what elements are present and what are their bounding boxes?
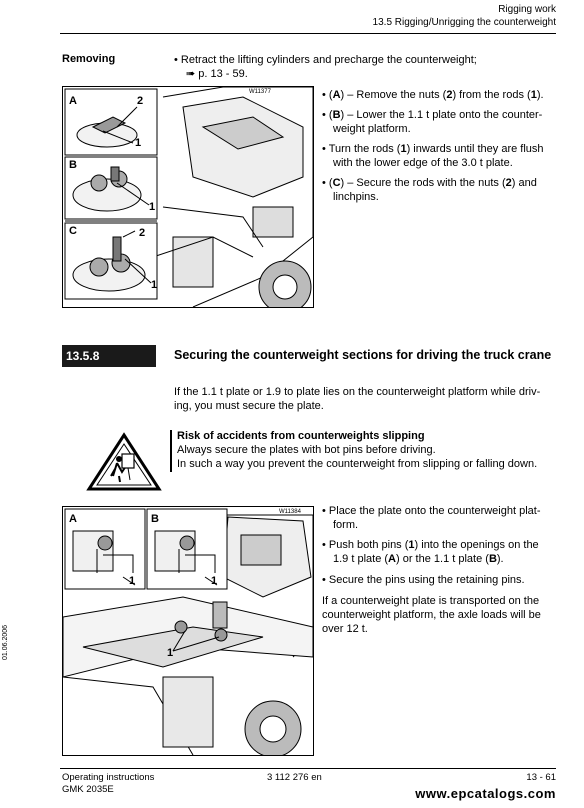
removing-figure xyxy=(62,86,314,308)
securing-step-retain: • Secure the pins using the retaining pins. xyxy=(322,574,525,586)
footer-page: 13 - 61 xyxy=(526,772,556,783)
section-title: Securing the counterweight sections for driving the truck crane xyxy=(174,348,552,362)
footer-doc: Operating instructions xyxy=(62,772,155,783)
axle-note-line3: over 12 t. xyxy=(322,623,368,635)
section-number: 13.5.8 xyxy=(62,345,156,367)
warning-triangle-icon xyxy=(86,432,162,492)
footer-model: GMK 2035E xyxy=(62,784,114,795)
footer-rule xyxy=(60,768,556,769)
securing-illustration xyxy=(63,507,313,755)
header-rule xyxy=(60,33,556,34)
axle-note-line2: counterweight platform, the axle loads will be xyxy=(322,609,541,621)
securing-step-place: • Place the plate onto the counterweight plat- form. xyxy=(322,505,541,531)
section-intro-line1: If the 1.1 t plate or 1.9 to plate lies on the counterweight platform while driv- xyxy=(174,386,541,398)
panel-label-a: A xyxy=(69,513,77,525)
side-date: 01.06.2006 xyxy=(2,624,9,660)
callout: 1 xyxy=(167,647,174,659)
page-reference-link[interactable]: ➠ p. 13 - 59. xyxy=(186,68,248,80)
axle-note-line1: If a counterweight plate is transported on the xyxy=(322,595,540,607)
footer-number: 3 112 276 en xyxy=(267,772,322,783)
watermark-link[interactable]: www.epcatalogs.com xyxy=(415,786,556,801)
figure-code: W11384 xyxy=(279,509,301,515)
removing-step-turn: • Turn the rods (1) inwards until they are flush with the lower edge of the 3.0 t plate. xyxy=(322,143,544,169)
removing-illustration xyxy=(63,87,313,307)
panel-label-b: B xyxy=(151,513,159,525)
warning-line1: Always secure the plates with bot pins before driving. xyxy=(177,444,436,456)
removing-step-a: • (A) – Remove the nuts (2) from the rods (1). xyxy=(322,89,544,101)
callout: 2 xyxy=(139,227,146,239)
panel-label-c: C xyxy=(69,225,77,237)
removing-step-c: • (C) – Secure the rods with the nuts (2) and linchpins. xyxy=(322,177,537,203)
callout: 2 xyxy=(137,95,144,107)
removing-step-b: • (B) – Lower the 1.1 t plate onto the counter- weight platform. xyxy=(322,109,543,135)
removing-intro: • Retract the lifting cylinders and precharge the counterweight; xyxy=(174,54,477,66)
callout: 1 xyxy=(135,137,142,149)
callout: 1 xyxy=(151,279,158,291)
securing-step-push: • Push both pins (1) into the openings on the 1.9 t plate (A) or the 1.1 t plate (B). xyxy=(322,539,539,565)
callout: 1 xyxy=(149,201,156,213)
warning-line2: In such a way you prevent the counterweight from slipping or falling down. xyxy=(177,458,538,470)
panel-label-b: B xyxy=(69,159,77,171)
callout: 1 xyxy=(211,575,218,587)
section-intro-line2: ing, you must secure the plate. xyxy=(174,400,324,412)
panel-label-a: A xyxy=(69,95,77,107)
warning-bar xyxy=(170,430,172,472)
securing-figure xyxy=(62,506,314,756)
chapter-title: Rigging work xyxy=(498,4,556,15)
figure-code: W11377 xyxy=(249,89,271,95)
warning-title: Risk of accidents from counterweights slipping xyxy=(177,430,425,442)
section-header: 13.5 Rigging/Unrigging the counterweight xyxy=(372,17,556,28)
callout: 1 xyxy=(129,575,136,587)
removing-label: Removing xyxy=(62,53,116,65)
